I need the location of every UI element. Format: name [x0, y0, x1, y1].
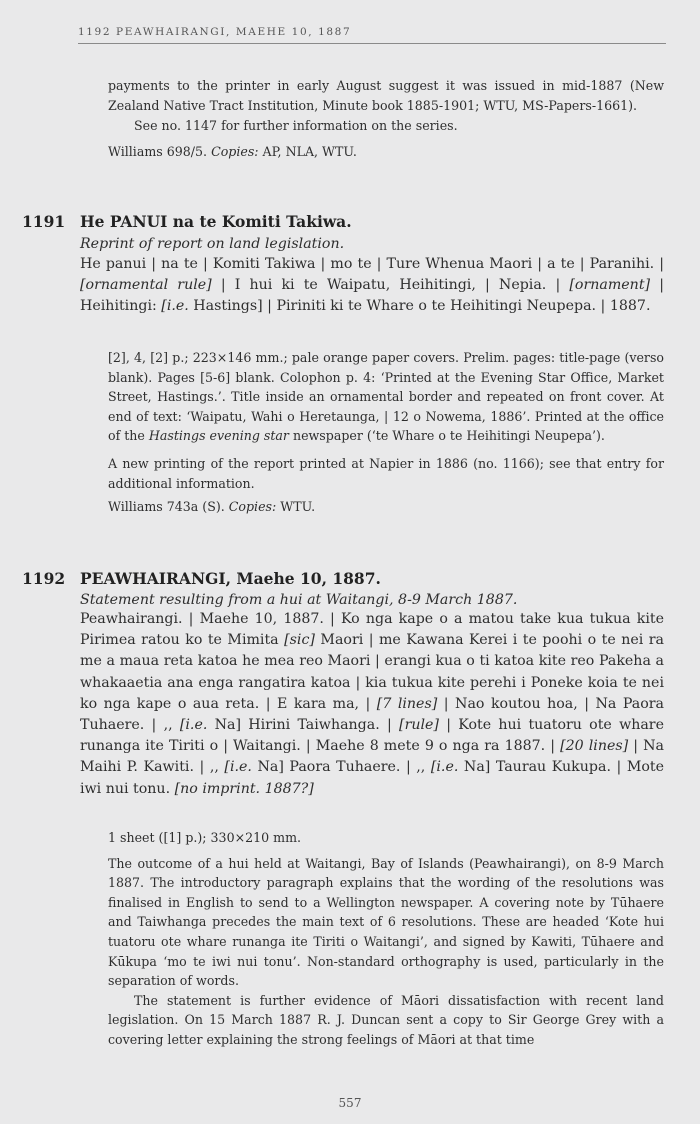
transcription-note: [i.e. [161, 298, 189, 315]
transcription-text: Maori | me Kawana Kerei i te poohi o te nei ra me a maua reta katoa he mea reo Maori | erangi kua o ti katoa kite reo Pakeha a whakaaetia ana enga rangatira katoa | kia tukua kite perehi i Poneke koia te nei ko nga kape o aua reta. | E kara ma, | [80, 632, 664, 712]
copies-label: Copies: [228, 499, 277, 515]
entry-1191-body [80, 236, 664, 318]
transcription-note: [i.e. [224, 759, 252, 776]
description-title: Hastings evening star [148, 428, 289, 444]
entry-paragraph-1192-continued: The statement is further evidence of Māori dissatisfaction with recent land legislation. On 15 March 1887 R. J. Duncan sent a copy to Sir George Grey with a covering letter explaining the strong feelings of Māori at that time [108, 992, 664, 1047]
description-text: [2], 4, [2] p.; 223×146 mm.; pale orange paper covers. Prelim. pages: title-page (verso blank). Pages [5-6] blank. Colophon p. 4: ‘Printed at the Evening Star Office, Market Street, Hastings.’. Title inside an ornamental border and repeated on front cover. At end of text: ‘Waipatu, Wahi o Heretaunga, | 12 o Nowema, 1886’. Printed at the office of the [108, 350, 664, 444]
entry-title-1191: He PANUI na te Komiti Takiwa. [80, 212, 352, 231]
transcription-text: | Na Maihi P. Kawiti. | ,, [80, 738, 664, 776]
entry-subtitle-1191: Reprint of report on land legislation. [80, 236, 345, 252]
title-transcription-1191 [80, 254, 664, 318]
entry-note-1191: A new printing of the report printed at Napier in 1886 (no. 1166); see that entry for additional information. [108, 455, 664, 491]
copies-label: Copies: [211, 143, 259, 159]
entry-number-1191: 1191 [22, 212, 66, 231]
copies-list: AP, NLA, WTU. [262, 143, 357, 159]
transcription-text: | Kote hui tuatoru ote whare runanga ite Tiriti o | Waitangi. | Maehe 8 mete 9 o nga ra 1887. | [80, 717, 664, 755]
transcription-note: [i.e. [179, 717, 208, 734]
copies-list: WTU. [280, 499, 316, 515]
continuation-paragraph: payments to the printer in early August suggest it was issued in mid-1887 (New Zealand Native Tract Institution, Minute book 1885-1901; WTU, MS-Papers-1661). [108, 78, 664, 113]
transcription-note: [rule] [399, 717, 439, 734]
transcription-text: | I hui ki te Waipatu, Heihitingi, | Nepia. | [211, 277, 570, 294]
transcription-text: Na] Paora Tuhaere. | ,, [251, 759, 431, 776]
transcription-text: Peawhairangi. | Maehe 10, 1887. | Ko nga kape o a matou take kua tukua kite Pirimea ratou ko te Mimita [80, 611, 664, 649]
transcription-note: [ornament] [569, 277, 651, 294]
transcription-note: [ornamental rule] [80, 277, 212, 294]
transcription-text: | Heihitingi: [80, 277, 664, 315]
entry-1192-description [108, 828, 664, 1050]
physical-description-1192: 1 sheet ([1] p.); 330×210 mm. [108, 830, 302, 845]
header-rule [78, 43, 666, 44]
physical-description-1191 [108, 348, 664, 446]
transcription-text: He panui | na te | Komiti Takiwa | mo te | Ture Whenua Maori | a te | Paranihi. | [80, 256, 664, 272]
entry-paragraph-1192: The outcome of a hui held at Waitangi, Bay of Islands (Peawhairangi), on 8-9 March 1887. The introductory paragraph explains that the wording of the resolutions was finalised in English to send to a Wellington newspaper. A covering note by Tūhaere and Taiwhanga precedes the main text of 6 resolutions. These are headed ‘Kote hui tuatoru ote whare runanga ite Tiriti o Waitangi’, and signed by Kawiti, Tūhaere and Kūkupa ‘mo te iwi nui tonu’. Non-standard orthography is used, particularly in the separation of words. [108, 855, 664, 989]
entry-subtitle-1192: Statement resulting from a hui at Waitangi, 8-9 March 1887. [80, 592, 518, 608]
description-text: newspaper (‘te Whare o te Heihitingi Neupepa’). [288, 428, 605, 444]
transcription-note: [20 lines] [560, 738, 629, 755]
transcription-note: [i.e. [430, 759, 459, 776]
transcription-text: Hastings] | Piriniti ki te Whare o te Heihitingi Neupepa. | 1887. [188, 298, 651, 315]
continuation-block [108, 76, 664, 161]
entry-title-1192: PEAWHAIRANGI, Maehe 10, 1887. [80, 569, 381, 588]
title-transcription-1192 [80, 609, 664, 800]
continuation-reference [108, 142, 664, 162]
transcription-text: | Nao koutou hoa, | Na Paora Tuhaere. | ,, [80, 695, 664, 734]
transcription-text: Na] Hirini Taiwhanga. | [207, 717, 400, 734]
reference-text: Williams 698/5. [108, 143, 208, 159]
continuation-see-also: See no. 1147 for further information on the series. [134, 118, 458, 134]
running-head: 1192 PEAWHAIRANGI, MAEHE 10, 1887 [78, 26, 352, 38]
entry-number-1192: 1192 [22, 569, 66, 588]
transcription-note: [sic] [284, 632, 315, 649]
entry-reference-1191 [108, 497, 664, 517]
entry-1192-body [80, 592, 664, 800]
reference-text: Williams 743a (S). [108, 499, 225, 515]
page-number: 557 [338, 1096, 362, 1110]
transcription-text: Na] Taurau Kukupa. | Mote iwi nui tonu. [80, 759, 665, 797]
transcription-note: [7 lines] [376, 695, 438, 712]
transcription-note: [no imprint. 1887?] [174, 780, 314, 797]
entry-1191-description [108, 348, 664, 517]
